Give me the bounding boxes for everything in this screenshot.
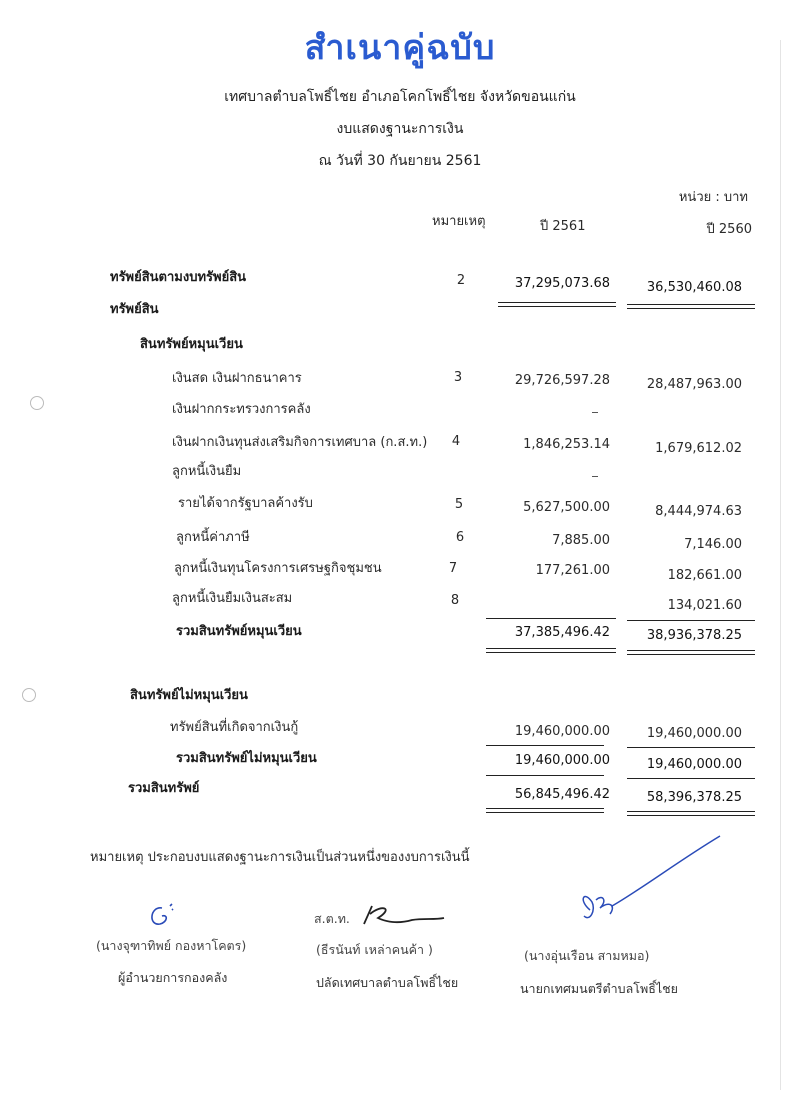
double-underline xyxy=(627,811,755,816)
row-value-2561: 7,885.00 xyxy=(552,533,610,548)
subtotal-rule xyxy=(627,620,755,621)
row-value-2560: 58,396,378.25 xyxy=(646,790,742,805)
nil-dash xyxy=(592,476,598,477)
double-underline xyxy=(486,808,604,813)
copy-stamp: สำเนาคู่ฉบับ xyxy=(304,28,496,68)
subtotal-rule xyxy=(486,745,604,746)
double-underline xyxy=(498,302,616,307)
subtotal-label: รวมสินทรัพย์ไม่หมุนเวียน xyxy=(176,751,317,766)
statement-date: ณ วันที่ 30 กันยายน 2561 xyxy=(318,153,482,169)
organization-name: เทศบาลตำบลโพธิ์ไชย อำเภอโคกโพธิ์ไชย จังหวัดขอนแก่น xyxy=(224,89,576,105)
row-value-2560: 19,460,000.00 xyxy=(646,726,742,741)
signatory-name-municipal-clerk: (ธีรนันท์ เหล่าคนค้า ) xyxy=(316,942,433,957)
row-note: 3 xyxy=(453,370,463,385)
row-label: เงินฝากกระทรวงการคลัง xyxy=(172,402,311,417)
row-value-2561: 19,460,000.00 xyxy=(514,753,610,768)
row-value-2561: 56,845,496.42 xyxy=(514,787,610,802)
row-value-2560: 19,460,000.00 xyxy=(646,757,742,772)
footnote: หมายเหตุ ประกอบงบแสดงฐานะการเงินเป็นส่วนหนึ่งของงบการเงินนี้ xyxy=(90,850,470,865)
row-value-2561: 5,627,500.00 xyxy=(523,500,610,515)
row-note: 8 xyxy=(450,593,460,608)
double-underline xyxy=(627,304,755,309)
column-header-2561: ปี 2561 xyxy=(540,219,586,234)
row-value-2561: 37,295,073.68 xyxy=(514,276,610,291)
signature-mark-finance-director xyxy=(140,900,190,936)
page-edge-shadow xyxy=(780,40,781,1090)
row-note: 2 xyxy=(456,273,466,288)
double-underline xyxy=(486,648,616,653)
column-header-note: หมายเหตุ xyxy=(432,214,486,229)
row-value-2560: 7,146.00 xyxy=(684,537,742,552)
row-value-2561: 37,385,496.42 xyxy=(514,625,610,640)
row-value-2560: 8,444,974.63 xyxy=(655,504,742,519)
column-header-2560: ปี 2560 xyxy=(706,222,752,237)
row-label: เงินฝากเงินทุนส่งเสริมกิจการเทศบาล (ก.ส.ท.) xyxy=(172,435,428,450)
signatory-title-finance-director: ผู้อำนวยการกองคลัง xyxy=(118,970,228,985)
subtotal-rule xyxy=(627,778,755,779)
row-value-2560: 36,530,460.08 xyxy=(646,280,742,295)
subtotal-rule xyxy=(486,618,616,619)
row-label: ทรัพย์สินที่เกิดจากเงินกู้ xyxy=(170,720,299,735)
signatory-title-mayor: นายกเทศมนตรีตำบลโพธิ์ไชย xyxy=(520,981,678,996)
row-value-2561: 1,846,253.14 xyxy=(523,437,610,452)
signatory-name-mayor: (นางอุ่นเรือน สามหมอ) xyxy=(524,948,650,963)
currency-unit: หน่วย : บาท xyxy=(678,190,748,205)
signature-mark-mayor xyxy=(560,830,730,940)
subtotal-rule xyxy=(486,775,604,776)
section-heading: สินทรัพย์ไม่หมุนเวียน xyxy=(130,688,248,703)
row-label: ลูกหนี้เงินยืม xyxy=(172,464,242,479)
row-note: 5 xyxy=(454,497,464,512)
row-value-2560: 28,487,963.00 xyxy=(646,377,742,392)
grand-total-label: รวมสินทรัพย์ xyxy=(128,781,200,796)
row-value-2560: 38,936,378.25 xyxy=(646,628,742,643)
signatory-title-municipal-clerk: ปลัดเทศบาลตำบลโพธิ์ไชย xyxy=(316,975,459,990)
row-value-2561: 177,261.00 xyxy=(535,563,610,578)
nil-dash xyxy=(592,412,598,413)
row-note: 7 xyxy=(448,561,458,576)
row-note: 6 xyxy=(455,530,465,545)
statement-title: งบแสดงฐานะการเงิน xyxy=(336,121,464,137)
signature-mark-municipal-clerk xyxy=(352,900,452,930)
row-label: ลูกหนี้เงินทุนโครงการเศรษฐกิจชุมชน xyxy=(174,561,382,576)
row-note: 4 xyxy=(451,434,461,449)
punch-hole-bottom xyxy=(22,688,36,702)
row-label: ทรัพย์สินตามงบทรัพย์สิน xyxy=(110,270,247,285)
row-value-2560: 134,021.60 xyxy=(667,598,742,613)
subtotal-label: รวมสินทรัพย์หมุนเวียน xyxy=(176,624,302,639)
punch-hole-top xyxy=(30,396,44,410)
row-value-2560: 1,679,612.02 xyxy=(655,441,742,456)
double-underline xyxy=(627,650,755,655)
row-label: ลูกหนี้ค่าภาษี xyxy=(176,530,250,545)
section-heading: ทรัพย์สิน xyxy=(110,302,159,317)
signature-rank-prefix: ส.ต.ท. xyxy=(314,911,350,926)
row-label: รายได้จากรัฐบาลค้างรับ xyxy=(178,496,313,511)
row-label: เงินสด เงินฝากธนาคาร xyxy=(172,371,302,386)
row-value-2561: 19,460,000.00 xyxy=(514,724,610,739)
row-value-2560: 182,661.00 xyxy=(667,568,742,583)
section-heading: สินทรัพย์หมุนเวียน xyxy=(140,337,243,352)
row-value-2561: 29,726,597.28 xyxy=(514,373,610,388)
subtotal-rule xyxy=(627,747,755,748)
row-label: ลูกหนี้เงินยืมเงินสะสม xyxy=(172,591,293,606)
signatory-name-finance-director: (นางจุฑาทิพย์ กองหาโคตร) xyxy=(96,938,247,953)
